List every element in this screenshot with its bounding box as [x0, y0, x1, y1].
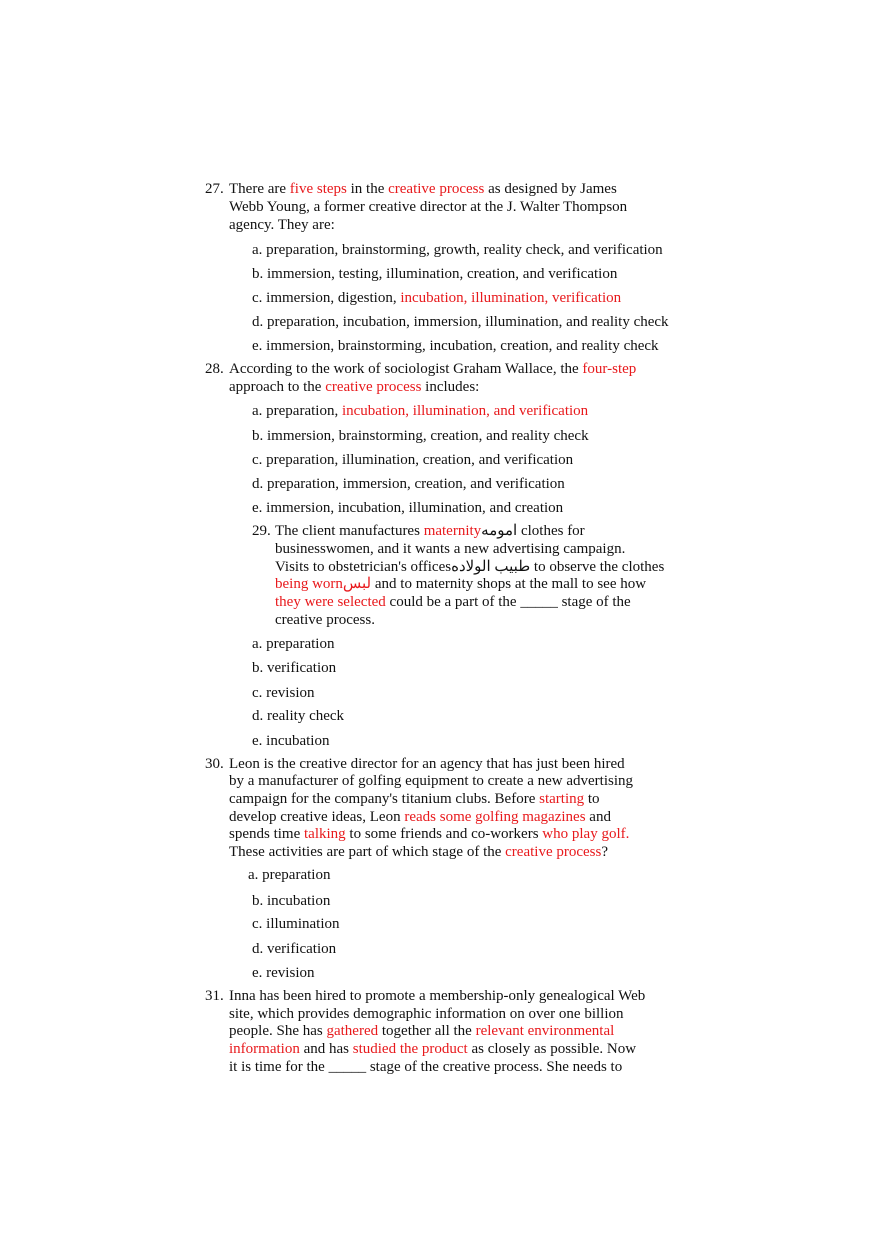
text-segment: agency. They are:	[229, 217, 335, 233]
text-segment: c. revision	[252, 685, 315, 701]
question-number: 27.	[205, 181, 224, 197]
text-segment: by a manufacturer of golfing equipment to create a new advertising	[229, 773, 634, 789]
question-text-line	[229, 987, 645, 1005]
highlighted-text: reads some golfing magazines	[404, 809, 586, 825]
question-text-line	[229, 360, 636, 378]
text-segment: spends time	[229, 826, 304, 842]
question-text-line	[275, 558, 664, 576]
text-segment: c. immersion, digestion,	[252, 290, 401, 306]
question-text-line	[275, 575, 646, 593]
text-segment: to some friends and co-workers	[345, 826, 543, 842]
text-segment: and	[585, 809, 611, 825]
answer-option	[252, 707, 344, 725]
text-segment: e. immersion, incubation, illumination, and creation	[252, 500, 564, 516]
text-segment: e. incubation	[252, 733, 330, 749]
highlighted-text: creative process	[325, 379, 422, 395]
answer-option	[252, 915, 340, 933]
text-segment: These activities are part of which stage of the	[229, 844, 506, 860]
question-text-line	[275, 611, 375, 629]
question-text-line	[229, 825, 629, 843]
text-segment: in the	[346, 181, 389, 197]
text-segment: c. preparation, illumination, creation, and verification	[252, 452, 574, 468]
question-number: 28.	[205, 361, 224, 377]
highlighted-text: starting	[539, 791, 585, 807]
text-segment: e. revision	[252, 965, 315, 981]
answer-option	[252, 964, 314, 982]
question-text-line	[229, 1022, 614, 1040]
answer-option	[252, 241, 663, 259]
highlighted-text: creative process	[388, 181, 485, 197]
question-text-line	[229, 198, 627, 216]
text-segment: includes:	[421, 379, 480, 395]
text-segment: امومه	[481, 523, 518, 539]
text-segment: creative process.	[275, 612, 375, 628]
answer-option	[252, 635, 334, 653]
text-segment: to	[584, 791, 600, 807]
text-segment: d. reality check	[252, 708, 345, 724]
question-text-line	[229, 755, 625, 773]
text-segment: and to maternity shops at the mall to see how	[371, 576, 647, 592]
answer-option	[252, 451, 573, 469]
text-segment: businesswomen, and it wants a new advertising campaign.	[275, 541, 626, 557]
text-segment: Inna has been hired to promote a membership-only genealogical Web	[229, 988, 646, 1004]
text-segment: b. incubation	[252, 893, 331, 909]
text-segment: a. preparation,	[252, 403, 342, 419]
highlighted-text: incubation, illumination, verification	[400, 290, 622, 306]
question-number: 30.	[205, 756, 224, 772]
question-text-line	[229, 216, 335, 234]
text-segment: According to the work of sociologist Graham Wallace, the	[229, 361, 583, 377]
question-text-line	[229, 1058, 622, 1076]
text-segment: b. immersion, testing, illumination, creation, and verification	[252, 266, 618, 282]
highlighted-text: gathered	[326, 1023, 379, 1039]
question-text-line	[229, 180, 617, 198]
text-segment: d. preparation, immersion, creation, and verification	[252, 476, 565, 492]
answer-option	[252, 475, 565, 493]
question-text-line	[229, 843, 608, 861]
text-segment: develop creative ideas, Leon	[229, 809, 405, 825]
highlighted-text: who play golf.	[542, 826, 630, 842]
highlighted-text: incubation, illumination, and verification	[341, 403, 589, 419]
question-text-line	[275, 522, 585, 540]
text-segment: as designed by James	[484, 181, 617, 197]
highlighted-text: creative process	[505, 844, 602, 860]
highlighted-text: being worn	[275, 576, 343, 592]
question-text-line	[229, 1005, 624, 1023]
highlighted-text: studied the product	[352, 1041, 468, 1057]
question-text-line	[229, 378, 479, 396]
question-text-line	[229, 1040, 636, 1058]
answer-option	[252, 289, 621, 307]
text-segment: b. verification	[252, 660, 337, 676]
text-segment: people. She has	[229, 1023, 327, 1039]
text-segment: d. preparation, incubation, immersion, illumination, and reality check	[252, 314, 669, 330]
answer-option	[252, 499, 563, 517]
answer-option	[252, 892, 330, 910]
highlighted-text: relevant environmental	[475, 1023, 615, 1039]
text-segment: a. preparation, brainstorming, growth, reality check, and verification	[252, 242, 663, 258]
text-segment: could be a part of the _____ stage of the	[385, 594, 631, 610]
text-segment: The client manufactures	[275, 523, 424, 539]
question-number: 29.	[252, 523, 271, 539]
answer-option	[252, 684, 314, 702]
text-segment: b. immersion, brainstorming, creation, and reality check	[252, 428, 589, 444]
question-text-line	[229, 808, 611, 826]
highlighted-text: maternity	[423, 523, 482, 539]
text-segment: There are	[229, 181, 290, 197]
text-segment: as closely as possible. Now	[467, 1041, 637, 1057]
highlighted-text: talking	[304, 826, 346, 842]
text-segment: Visits to obstetrician's offices	[275, 559, 452, 575]
answer-option	[252, 265, 617, 283]
question-text-line	[275, 540, 625, 558]
text-segment: ?	[601, 844, 609, 860]
answer-option	[252, 337, 659, 355]
answer-option	[252, 659, 336, 677]
question-number: 31.	[205, 988, 224, 1004]
text-segment: a. preparation	[248, 867, 331, 883]
highlighted-text: five steps	[289, 181, 347, 197]
question-text-line	[229, 772, 633, 790]
text-segment: site, which provides demographic information on over one billion	[229, 1006, 624, 1022]
text-segment: together all the	[378, 1023, 476, 1039]
answer-option	[252, 732, 329, 750]
answer-option	[248, 866, 330, 884]
text-segment: to observe the clothes	[530, 559, 665, 575]
text-segment: clothes for	[517, 523, 585, 539]
answer-option	[252, 402, 588, 420]
text-segment: Leon is the creative director for an agency that has just been hired	[229, 756, 625, 772]
text-segment: approach to the	[229, 379, 326, 395]
question-text-line	[275, 593, 631, 611]
text-segment: a. preparation	[252, 636, 335, 652]
question-text-line	[229, 790, 600, 808]
text-segment: campaign for the company's titanium clubs. Before	[229, 791, 540, 807]
highlighted-text: لبس	[342, 576, 372, 592]
text-segment: and has	[299, 1041, 353, 1057]
answer-option	[252, 313, 669, 331]
text-segment: d. verification	[252, 941, 337, 957]
answer-option	[252, 427, 589, 445]
highlighted-text: information	[229, 1041, 300, 1057]
text-segment: e. immersion, brainstorming, incubation, creation, and reality check	[252, 338, 659, 354]
text-segment: طبيب الولاده	[451, 559, 531, 575]
text-segment: Webb Young, a former creative director at the J. Walter Thompson	[229, 199, 628, 215]
text-segment: it is time for the _____ stage of the creative process. She needs to	[229, 1059, 623, 1075]
text-segment: c. illumination	[252, 916, 340, 932]
answer-option	[252, 940, 336, 958]
highlighted-text: they were selected	[275, 594, 386, 610]
highlighted-text: four-step	[582, 361, 637, 377]
